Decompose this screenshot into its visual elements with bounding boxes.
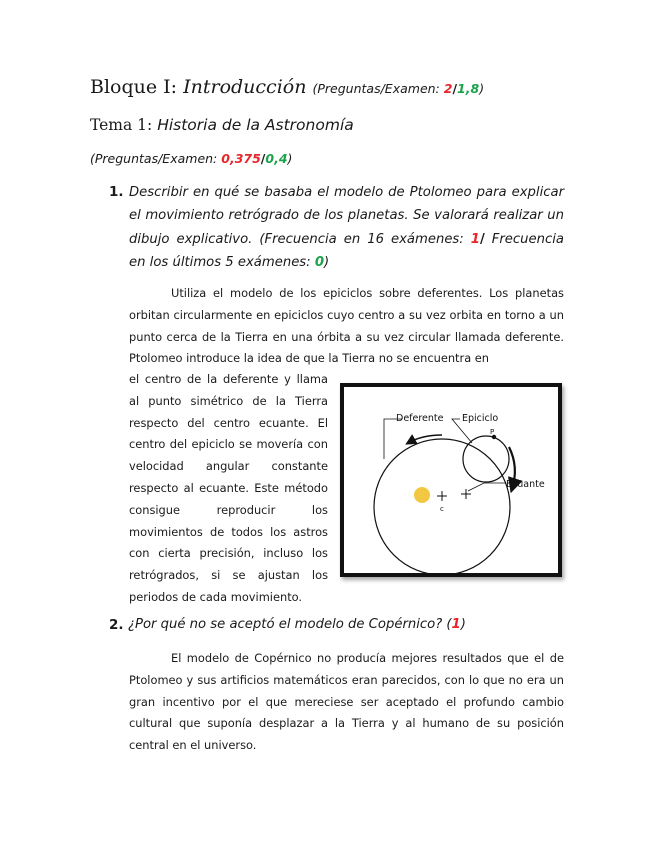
label-c: c <box>440 505 444 513</box>
question-1-text <box>129 181 564 275</box>
epicycle-circle <box>463 436 509 482</box>
block-title <box>90 76 484 98</box>
answer-1-paragraph: Utiliza el modelo de los epiciclos sobre deferentes. Los planetas orbitan circularmente en epiciclos cuyo centro a su vez orbita en torno a un punto cerca de la Tierra en una órbita a su vez circular llamada deferente. Ptolomeo introduce la idea de que la Tierra no se encuentra en <box>129 286 564 366</box>
label-p: P <box>490 428 495 436</box>
earth-icon <box>414 487 430 503</box>
question-1-close: ) <box>324 255 330 271</box>
answer-2-paragraph: El modelo de Copérnico no producía mejores resultados que el de Ptolomeo y sus artificios matemáticos eran parecidos, con lo que no era un gran incentivo por el que mereciese ser aceptado el profundo cambio cultural que suponía desplazar a la Tierra y al humano de su posición central en el universo. <box>129 651 564 753</box>
block-stats-label: (Preguntas/Examen: <box>312 81 444 96</box>
tema-stats-close: ) <box>287 151 293 166</box>
tema-name: Historia de la Astronomía <box>157 116 354 134</box>
answer-1-column-text: el centro de la deferente y llama al punto simétrico de la Tierra respecto del centro ecuante. El centro del epiciclo se movería con velocidad angular constante respecto al ecuante. Este método consigue reproducir los movimientos de todos los astros con cierta precisión, incluso los retrógrados, si se ajustan los periodos de cada movimiento. <box>129 372 328 604</box>
label-deferente: Deferente <box>396 413 444 424</box>
question-1-freq-total: 1 <box>470 231 480 247</box>
block-stats-close: ) <box>479 81 485 96</box>
tema-prefix: Tema 1: <box>90 116 158 134</box>
label-ecuante: Ecuante <box>506 479 545 490</box>
question-1-body-mid: Frecuencia en los últimos 5 exámenes: <box>129 231 564 271</box>
block-stat-slash: / <box>452 81 458 96</box>
tema-stats <box>90 151 292 166</box>
ecuante-leader-line <box>468 483 506 491</box>
tema-stat-green: 0,4 <box>265 151 288 166</box>
question-2-text <box>128 617 466 632</box>
ptolemy-diagram <box>340 383 562 577</box>
tema-stat-slash: / <box>260 151 266 166</box>
tema-stats-label: (Preguntas/Examen: <box>90 151 222 166</box>
block-stat-red: 2 <box>443 81 453 96</box>
block-name: Introducción <box>183 76 307 98</box>
deferente-leader-line <box>384 419 402 459</box>
question-1-number: 1. <box>109 184 124 200</box>
question-1-body: Describir en qué se basaba el modelo de Ptolomeo para explicar el movimiento retrógrado de los planetas. Se valorará realizar un dibujo explicativo. (Frecuencia en 16 exámenes: <box>129 185 564 247</box>
question-2-number: 2. <box>109 617 124 633</box>
block-stats <box>313 81 485 96</box>
block-stat-green: 1,8 <box>457 81 480 96</box>
tema-title <box>90 116 354 134</box>
question-2-close: ) <box>460 617 466 632</box>
center-cross-icon <box>437 491 447 501</box>
question-2-freq: 1 <box>451 617 461 632</box>
block-prefix: Bloque I: <box>90 76 184 98</box>
question-2-body: ¿Por qué no se aceptó el modelo de Copérnico? ( <box>128 617 452 632</box>
question-1-freq-recent: 0 <box>314 255 324 271</box>
epicycle-figure <box>344 387 558 573</box>
question-1-slash: / <box>479 231 485 247</box>
label-epiciclo: Epiciclo <box>462 413 499 424</box>
tema-stat-red: 0,375 <box>221 151 261 166</box>
